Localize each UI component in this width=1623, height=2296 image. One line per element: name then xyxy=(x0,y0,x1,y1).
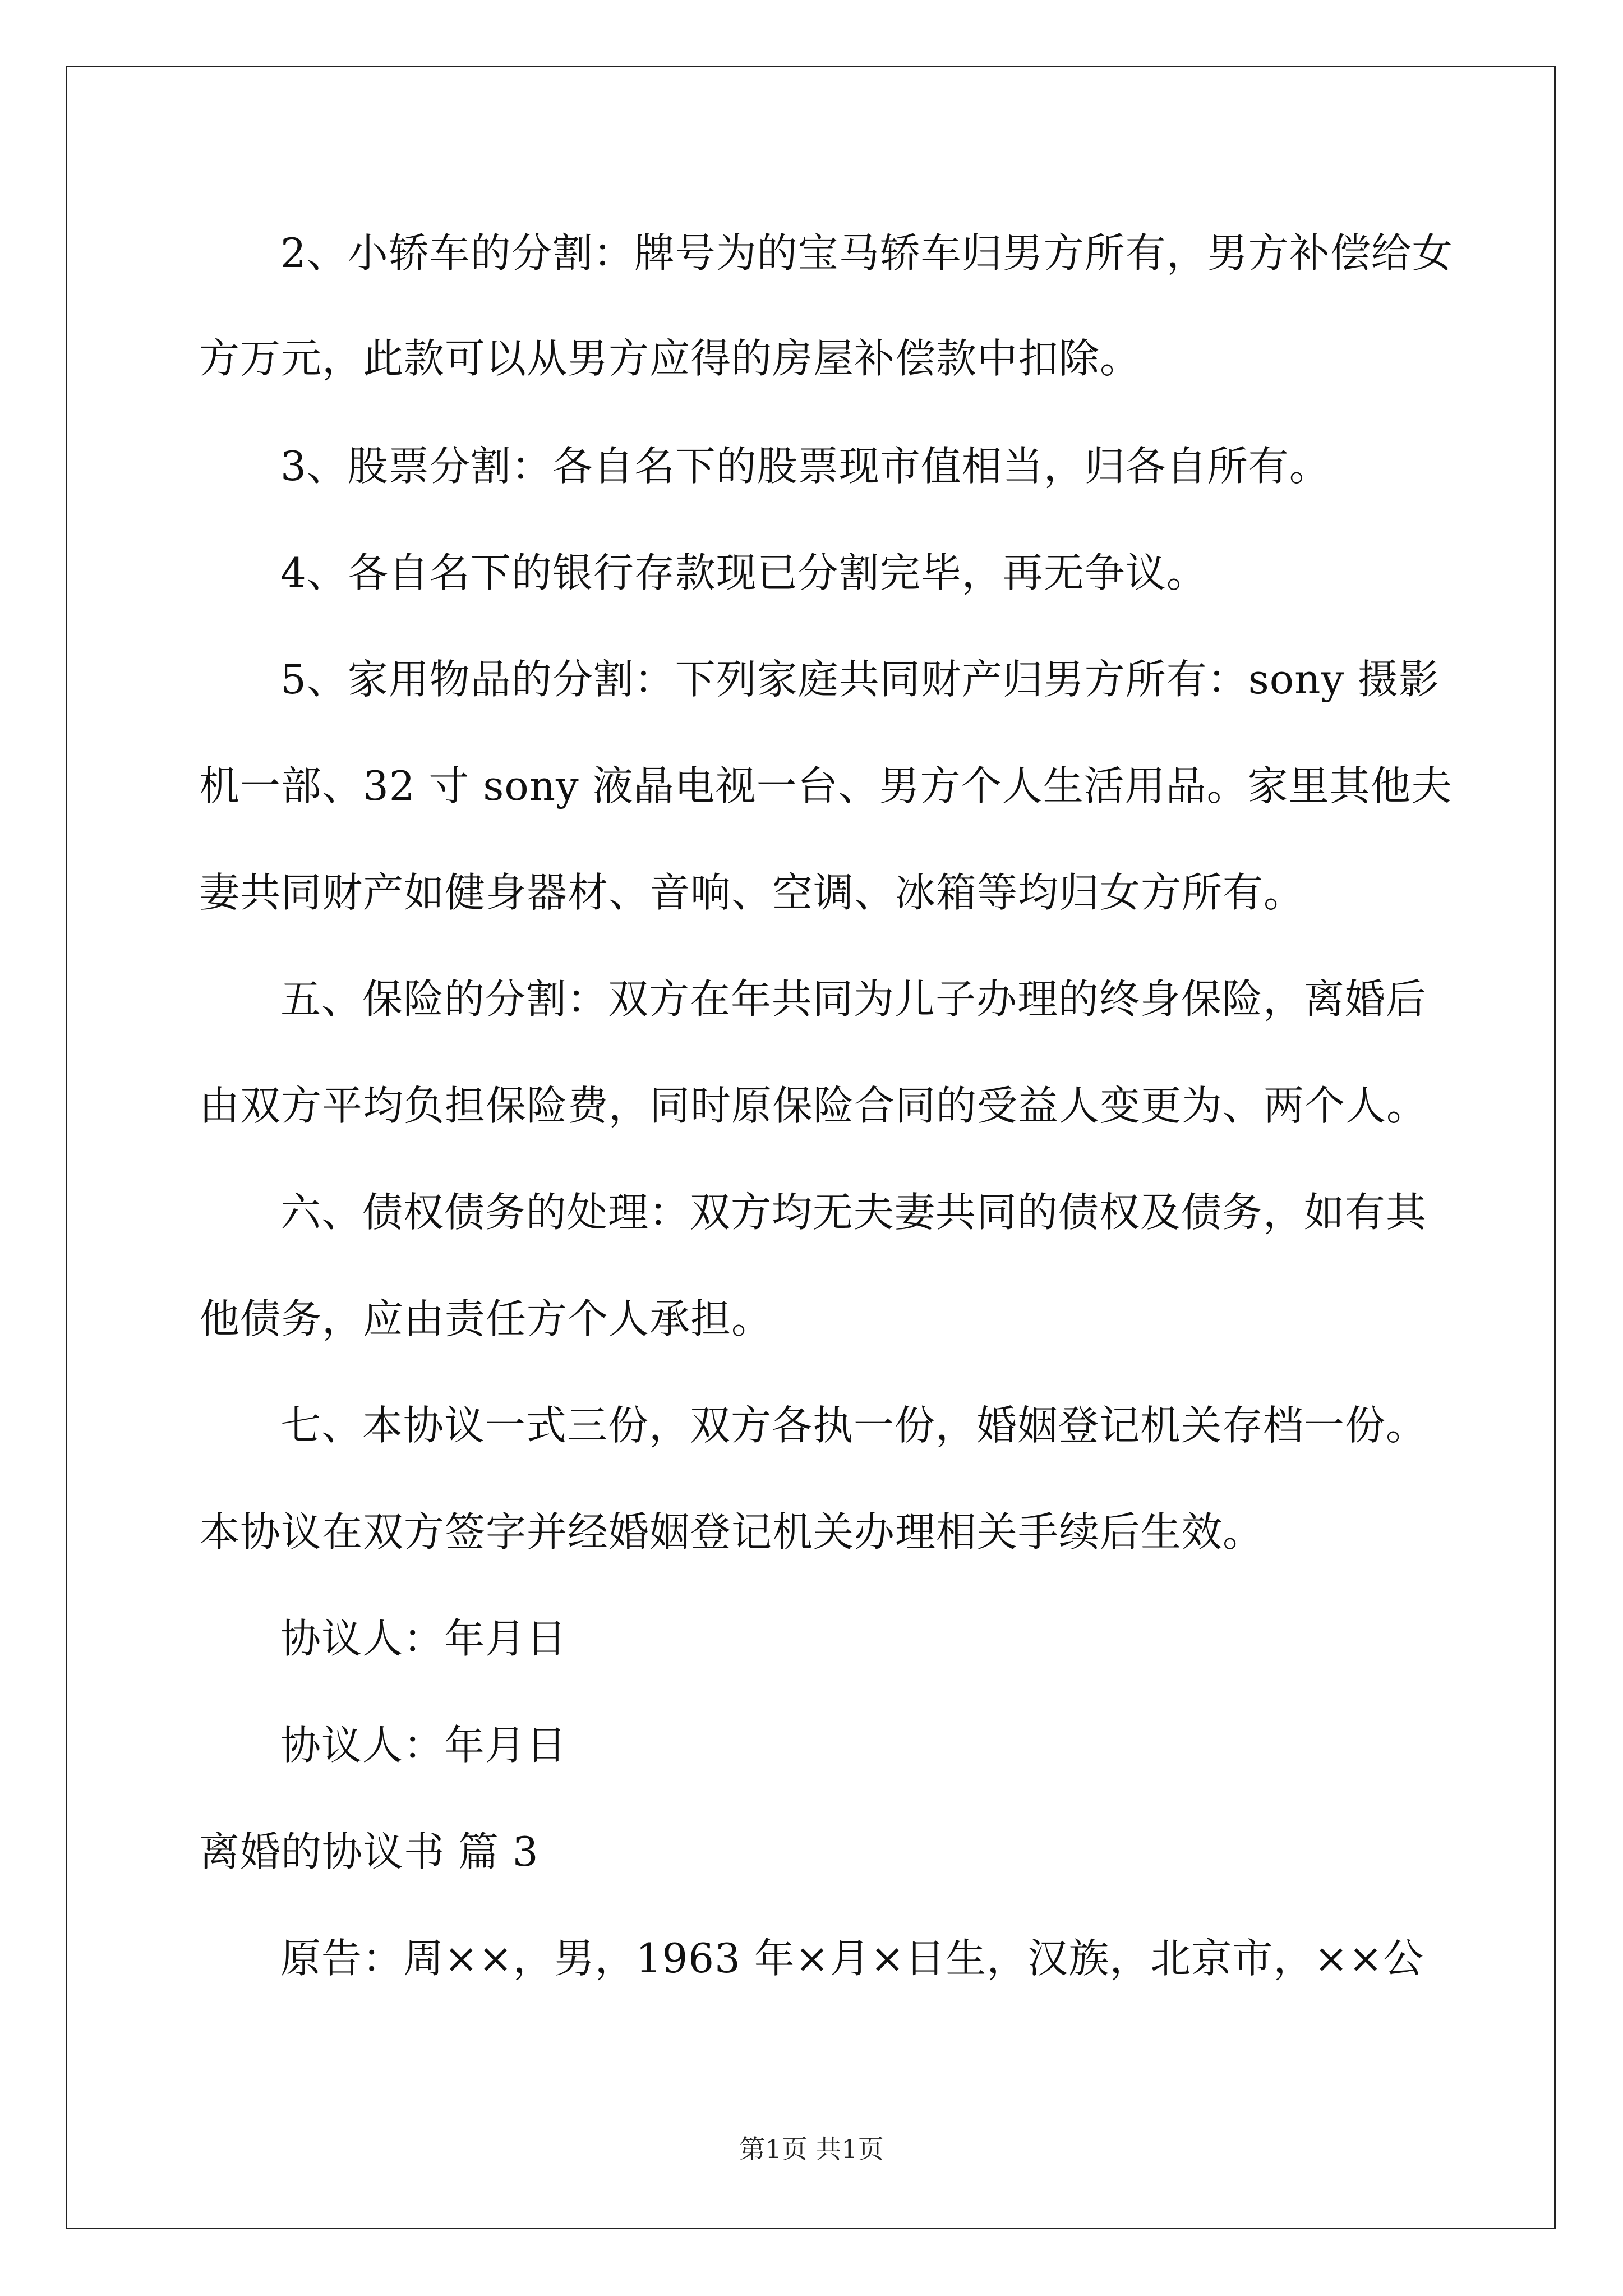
section-heading: 离婚的协议书 篇 3 xyxy=(199,1828,539,1875)
page-footer: 第1页 共1页 xyxy=(739,2134,884,2164)
paragraph-bank-deposits: 4、各自名下的银行存款现已分割完毕，再无争议。 xyxy=(280,549,1207,596)
paragraph-household-items: 5、家用物品的分割：下列家庭共同财产归男方所有：sony 摄影 xyxy=(280,656,1440,703)
paragraph-debts: 六、债权债务的处理：双方均无夫妻共同的债权及债务，如有其 xyxy=(280,1189,1427,1236)
paragraph-stock-division: 3、股票分割：各自名下的股票现市值相当，归各自所有。 xyxy=(280,443,1330,490)
paragraph-copies: 七、本协议一式三份，双方各执一份，婚姻登记机关存档一份。 xyxy=(280,1402,1427,1449)
paragraph-copies-cont: 本协议在双方签字并经婚姻登记机关办理相关手续后生效。 xyxy=(199,1508,1264,1556)
paragraph-car-division: 2、小轿车的分割：牌号为的宝马轿车归男方所有，男方补偿给女 xyxy=(280,229,1453,277)
paragraph-plaintiff: 原告：周××，男，1963 年×月×日生，汉族，北京市，××公 xyxy=(280,1935,1424,1982)
signatory-line-2: 协议人：年月日 xyxy=(280,1722,568,1769)
paragraph-insurance: 五、保险的分割：双方在年共同为儿子办理的终身保险，离婚后 xyxy=(280,976,1427,1023)
page-border xyxy=(66,66,1556,2229)
paragraph-insurance-cont: 由双方平均负担保险费，同时原保险合同的受益人变更为、两个人。 xyxy=(199,1082,1428,1129)
paragraph-car-division-cont: 方万元，此款可以从男方应得的房屋补偿款中扣除。 xyxy=(199,335,1141,382)
paragraph-household-items-cont-2: 妻共同财产如健身器材、音响、空调、冰箱等均归女方所有。 xyxy=(199,869,1305,916)
paragraph-debts-cont: 他债务，应由责任方个人承担。 xyxy=(199,1295,773,1342)
signatory-line-1: 协议人：年月日 xyxy=(280,1615,568,1662)
paragraph-household-items-cont-1: 机一部、32 寸 sony 液晶电视一台、男方个人生活用品。家里其他夫 xyxy=(199,762,1453,809)
